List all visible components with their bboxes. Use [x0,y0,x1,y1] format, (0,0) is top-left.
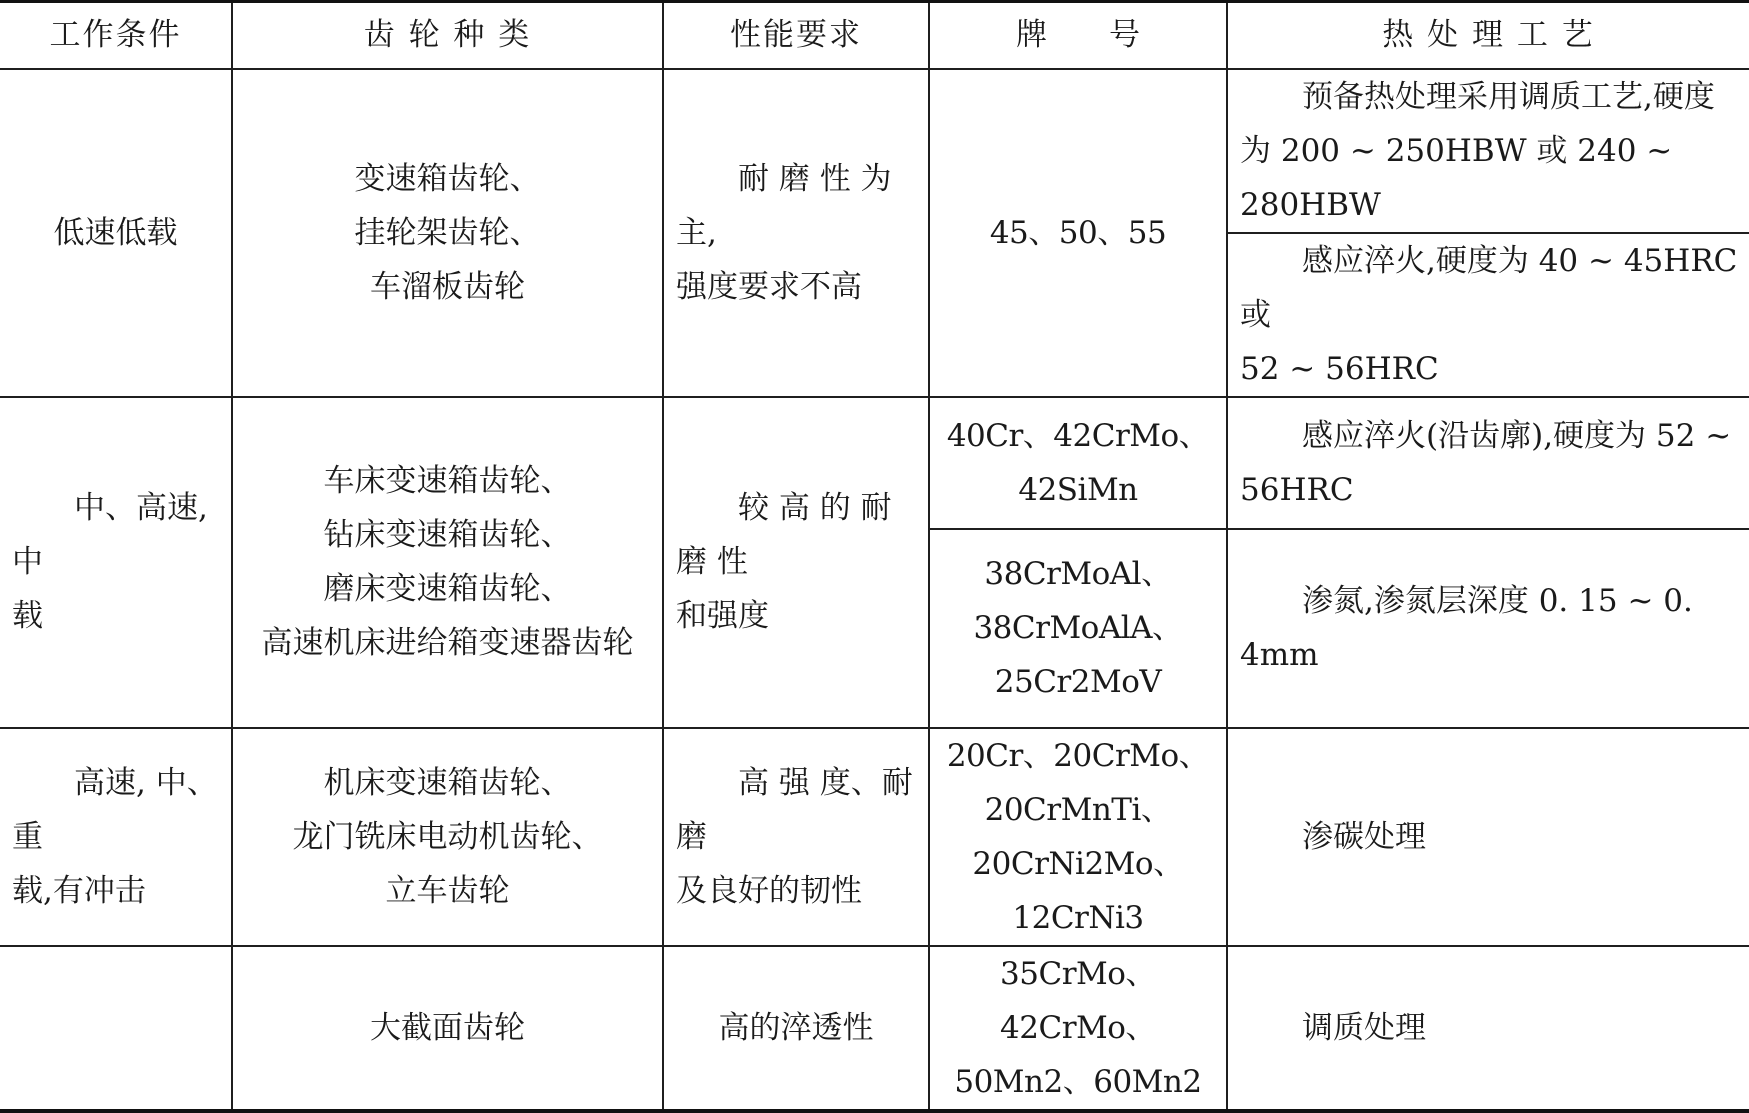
cell-requirement: 高的淬透性 [663,946,929,1111]
process-line: 为 200 ~ 250HBW 或 240 ~ 280HBW [1240,132,1673,223]
cell-process: 渗氮,渗氮层深度 0. 15 ~ 0. 4mm [1227,529,1749,728]
requirement-line: 和强度 [676,598,769,634]
table-row [0,69,1749,233]
cell-process: 渗碳处理 [1227,728,1749,946]
table-row [0,728,1749,946]
gear-type-line: 车床变速箱齿轮、 [323,463,572,499]
cell-gear-types: 大截面齿轮 [232,946,663,1111]
gear-type-line: 机床变速箱齿轮、 [323,764,572,801]
cell-condition: 低速低载 [0,69,232,397]
grade-line: 25Cr2MoV [994,664,1162,700]
condition-line: 中、高速, 中 [12,490,208,580]
grade-line: 50Mn2、60Mn2 [954,1063,1202,1100]
process-line: 52 ~ 56HRC [1240,350,1439,387]
requirement-line: 及良好的韧性 [676,872,862,909]
table-row [0,946,1749,1111]
cell-grades [929,397,1227,529]
gear-type-line: 磨床变速箱齿轮、 [323,571,572,607]
cell-condition [0,946,232,1111]
header-gear-types: 齿 轮 种 类 [232,2,663,69]
gear-type-line: 车溜板齿轮 [370,268,525,305]
requirement-line: 高 强 度、耐 磨 [676,764,913,855]
cell-gear-types [232,397,663,728]
cell-requirement [663,397,929,728]
header-row [0,2,1749,69]
cell-process [1227,69,1749,233]
grade-line: 42SiMn [1018,471,1138,508]
table-row [0,397,1749,529]
process-line: 感应淬火(沿齿廓),硬度为 52 ~ [1302,417,1732,454]
cell-condition [0,397,232,728]
grade-line: 20CrMnTi、 [984,791,1172,828]
cell-grades [929,728,1227,946]
cell-grades [929,529,1227,728]
header-grades: 牌 号 [929,2,1227,69]
cell-process: 调质处理 [1227,946,1749,1111]
header-working-conditions: 工作条件 [0,2,232,69]
gear-type-line: 龙门铣床电动机齿轮、 [292,818,603,855]
cell-gear-types [232,728,663,946]
cell-requirement [663,728,929,946]
requirement-line: 强度要求不高 [676,268,862,305]
process-line: 预备热处理采用调质工艺,硬度 [1302,78,1715,115]
condition-line: 载,有冲击 [12,872,146,909]
condition-line: 载 [12,598,43,634]
cell-process [1227,233,1749,397]
gear-type-line: 立车齿轮 [385,872,510,909]
requirement-line: 耐 磨 性 为 主, [676,160,892,251]
grade-line: 20CrNi2Mo、12CrNi3 [972,845,1184,936]
cell-condition [0,728,232,946]
grade-line: 20Cr、20CrMo、 [946,737,1210,774]
header-performance-requirements: 性能要求 [663,2,929,69]
gear-type-line: 钻床变速箱齿轮、 [323,517,572,553]
grade-line: 35CrMo、42CrMo、 [1000,955,1156,1046]
cell-gear-types [232,69,663,397]
requirement-line: 较 高 的 耐 磨 性 [676,490,892,580]
gear-type-line: 挂轮架齿轮、 [354,214,541,251]
process-line: 感应淬火,硬度为 40 ~ 45HRC 或 [1240,242,1738,333]
grade-line: 38CrMoAl、 [984,556,1172,592]
gear-type-line: 变速箱齿轮、 [354,160,541,197]
header-heat-treatment-process: 热 处 理 工 艺 [1227,2,1749,69]
cell-grades: 45、50、55 [929,69,1227,397]
gear-type-line: 高速机床进给箱变速器齿轮 [261,625,634,661]
grade-line: 40Cr、42CrMo、 [946,417,1210,454]
cell-grades [929,946,1227,1111]
cell-process [1227,397,1749,529]
cell-requirement [663,69,929,397]
process-line: 56HRC [1240,471,1354,508]
grade-line: 38CrMoAlA、 [973,610,1183,646]
condition-line: 高速, 中、重 [12,764,218,855]
